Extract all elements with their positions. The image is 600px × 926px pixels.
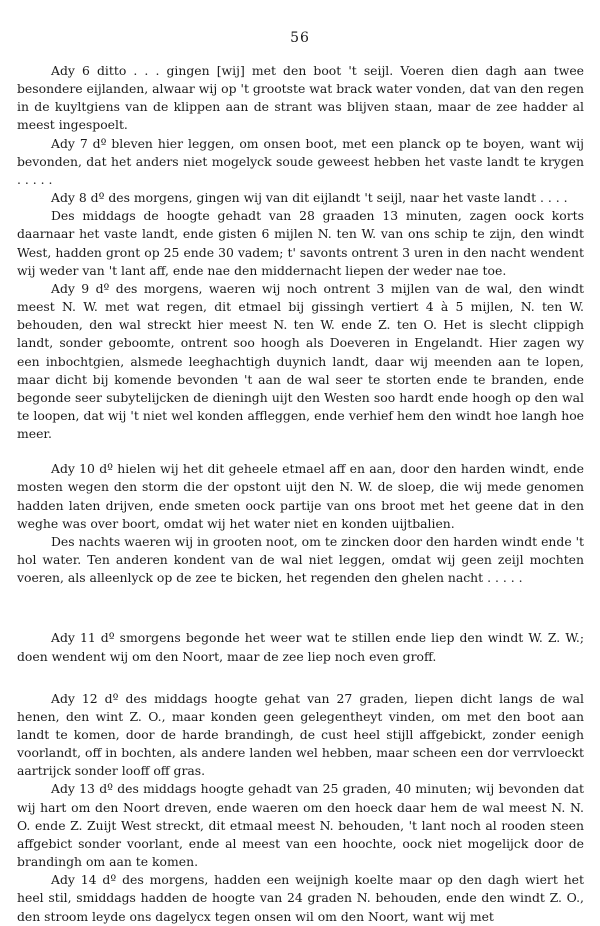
paragraph-ady-8: Ady 8 dº des morgens, gingen wij van dit eijlandt 't seijl, naar het vaste landt . . . . — [51, 190, 568, 206]
paragraph-ady-12: Ady 12 dº des middags hoogte gehat van 27 graden, liepen dicht langs de wal henen, den wint Z. O., maar konden geen gelegentheyt vinden, om met den boot aan landt te komen, door de harde brandingh, de cust heel stijll affgebickt, zonder eenigh voorlandt, off in bochten, als andere landen wel hebben, maar scheen een dor verrvloeckt aartrijck sonder looff off gras. — [17, 690, 584, 779]
paragraph-ady-7: Ady 7 dº bleven hier leggen, om onsen boot, met een planck op te boyen, want wij bevonden, dat het anders niet mogelyck soude geweest hebben het vaste landt te krygen . . . . . — [17, 135, 584, 187]
paragraph-ady-13: Ady 13 dº des middags hoogte gehadt van 25 graden, 40 minuten; wij bevonden dat wij hart om den Noort dreven, ende waeren om den hoeck daar hem de wal meest N. N. O. ende Z. Zuijt West streckt, dit etmaal meest N. behouden, 't lant noch al rooden steen affgebict sonder voorlant, ende al meest van een hoochte, oock niet mogelijck door de brandingh om aan te komen. — [17, 781, 584, 870]
paragraph-ady-8-middags: Des middags de hoogte gehadt van 28 graaden 13 minuten, zagen oock korts daarnaar het vaste landt, ende gisten 6 mijlen N. ten W. van ons schip te zijn, den windt West, hadden gront op 25 ende 30 vadem; t' savonts ontrent 3 uren in den nacht wendent wij weder van 't lant aff, ende nae den middernacht liepen der weder nae toe. — [17, 208, 584, 278]
journal-text — [17, 62, 584, 926]
page-number: 56 — [290, 30, 310, 46]
paragraph-ady-14: Ady 14 dº des morgens, hadden een weijnigh koelte maar op den dagh wiert het heel stil, smiddags hadden de hoogte van 24 graden N. behouden, ende den windt Z. O., den stroom leyde ons dagelycx tegen onsen wil om den Noort, want wij met — [17, 872, 584, 924]
paragraph-ady-10-nachts: Des nachts waeren wij in grooten noot, om te zincken door den harden windt ende 't hol water. Ten anderen kondent van de wal niet leggen, omdat wij geen zeijl mochten voeren, als alleenlyck op de zee te bicken, het regenden den ghelen nacht . . . . . — [17, 533, 584, 586]
paragraph-ady-10: Ady 10 dº hielen wij het dit geheele etmael aff en aan, door den harden windt, ende mosten wegen den storm die der opstont uijt den N. W. de sloep, die wij mede genomen hadden laten drijven, ende smeten oock partije van ons broot met het geene dat in den weghe was over boort, omdat wij het water niet en konden uijtbalien. — [17, 461, 584, 531]
paragraph-ady-9: Ady 9 dº des morgens, waeren wij noch ontrent 3 mijlen van de wal, den windt meest N. W. met wat regen, dit etmael bij gissingh vertiert 4 à 5 mijlen, N. ten W. behouden, den wal streckt hier meest N. ten W. ende Z. ten O. Het is slecht clippigh landt, sonder geboomte, ontrent soo hoogh als Doeveren in Engelandt. Hier zagen wy een inbochtgien, alsmede leeghachtigh duynich landt, daar wij meenden aan te lopen, maar dicht bij komende bevonden 't aan de wal seer te storten ende te branden, ende begonde seer subytelijcken de dieningh uijt den Westen soo hardt ende hoogh op den wal te loopen, dat wij 't niet wel konden affleggen, ende verhief hem den windt hoe langh hoe meer. — [17, 280, 584, 442]
paragraph-ady-6: Ady 6 ditto . . . gingen [wij] met den boot 't seijl. Voeren dien dagh aan twee besondere eijlanden, alwaar wij op 't grootste wat brack water vonden, dat van den regen in de kuyltgiens van de klippen aan de strant was blijven staan, maar de zee hadder al meest ingespoelt. — [17, 63, 584, 133]
paragraph-ady-11: Ady 11 dº smorgens begonde het weer wat te stillen ende liep den windt W. Z. W.; doen wendent wij om den Noort, maar de zee liep noch even groff. — [17, 630, 584, 664]
